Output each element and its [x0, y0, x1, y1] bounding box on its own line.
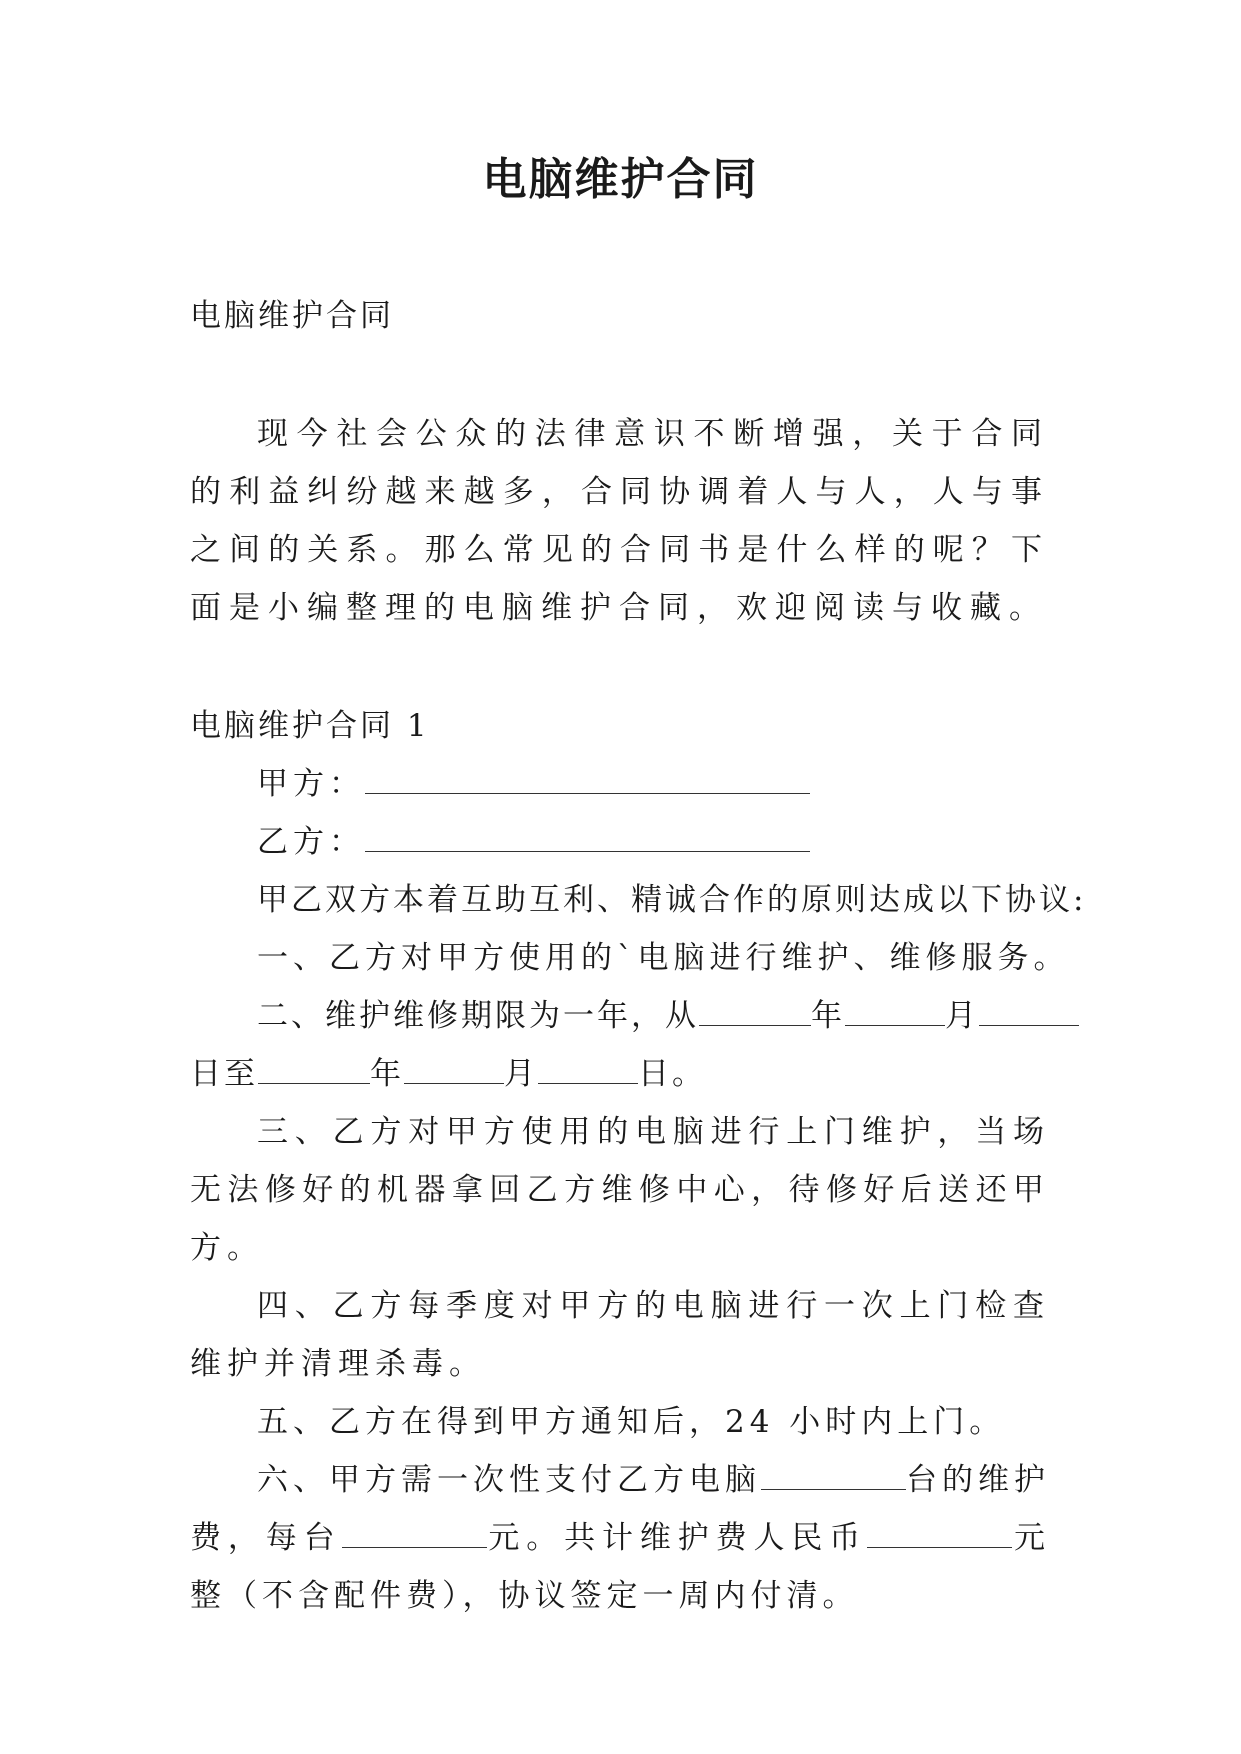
document-subtitle: 电脑维护合同: [190, 298, 394, 334]
party-a-label: 甲方：: [257, 766, 365, 802]
start-year-blank: [699, 999, 811, 1026]
intro-paragraph: 现今社会公众的法律意识不断增强，关于合同的利益纠纷越来越多，合同协调着人与人，人与事之间的关系。那么常见的合同书是什么样的呢？下面是小编整理的电脑维护合同，欢迎阅读与收藏。: [190, 416, 1050, 626]
start-day-blank: [979, 999, 1079, 1026]
party-b-blank: [365, 825, 810, 852]
clause-1: 一、乙方对甲方使用的`电脑进行维护、维修服务。: [257, 940, 1070, 976]
party-b-label: 乙方：: [257, 824, 365, 860]
clause-6-suffix: 元整（不含配件费），协议签定一周内付清。: [190, 1520, 1050, 1614]
party-a-blank: [365, 767, 810, 794]
clause-2-month-2: 月: [504, 1056, 538, 1092]
agreement-line: 甲乙双方本着互助互利、精诚合作的原则达成以下协议:: [257, 882, 1087, 918]
clause-6-prefix: 六、甲方需一次性支付乙方电脑: [257, 1462, 761, 1498]
clause-2-line-2: [190, 1045, 1050, 1103]
computer-count-blank: [761, 1463, 906, 1490]
intro-section: [190, 405, 1050, 637]
section-heading: 电脑维护合同 1: [190, 708, 430, 744]
clause-6-unit-fee: 台的维护费，每台: [190, 1462, 1050, 1556]
contract-clauses: [190, 755, 1087, 1625]
end-day-blank: [538, 1057, 638, 1084]
clause-2-prefix: 二、维护维修期限为一年，从: [257, 998, 699, 1034]
party-a-line: [190, 755, 1050, 813]
clause-4: 四、乙方每季度对甲方的电脑进行一次上门检查维护并清理杀毒。: [190, 1288, 1050, 1382]
party-b-line: [190, 813, 1050, 871]
start-month-blank: [845, 999, 945, 1026]
clause-2-day-end: 日。: [638, 1056, 706, 1092]
clause-6-total: 元。共计维护费人民币: [486, 1520, 868, 1556]
document-title: 电脑维护合同: [482, 154, 759, 205]
clause-5: 五、乙方在得到甲方通知后，24 小时内上门。: [257, 1404, 1006, 1440]
clause-3: 三、乙方对甲方使用的电脑进行上门维护，当场无法修好的机器拿回乙方维修中心，待修好后送还甲方。: [190, 1114, 1050, 1266]
clause-2-line-1: [190, 987, 1050, 1045]
clause-2-month: 月: [945, 998, 979, 1034]
clause-2-year-2: 年: [370, 1056, 404, 1092]
clause-6: [190, 1451, 1050, 1625]
total-fee-blank: [867, 1521, 1012, 1548]
end-year-blank: [258, 1057, 370, 1084]
unit-price-blank: [342, 1521, 487, 1548]
clause-2-year: 年: [811, 998, 845, 1034]
clause-2-day-to: 日至: [190, 1056, 258, 1092]
end-month-blank: [404, 1057, 504, 1084]
